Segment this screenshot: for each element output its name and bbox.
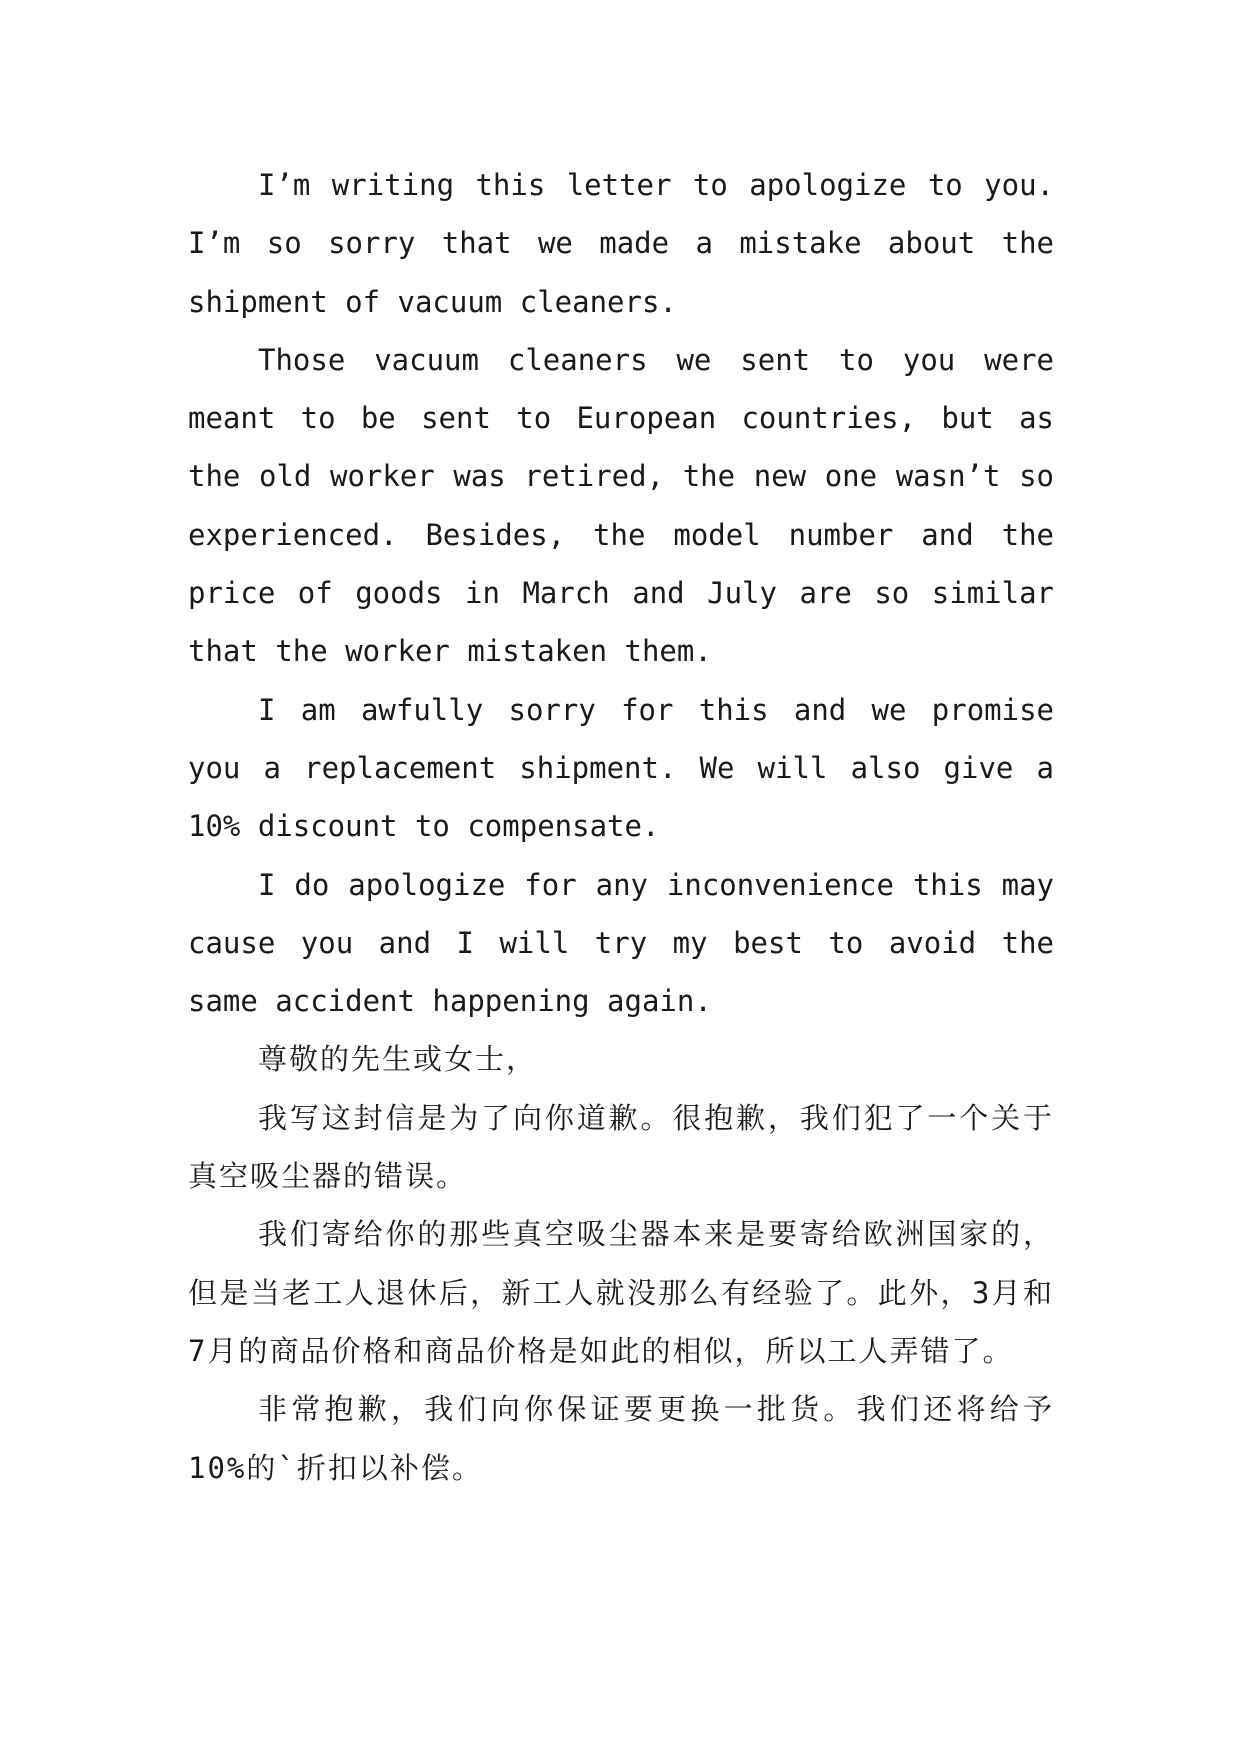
paragraph-replacement-offer: I am awfully sorry for this and we promise you a replacement shipment. We will also give a 10% discount to compensate. [188,692,1054,844]
paragraph-apology-intro-zh: 我写这封信是为了向你道歉。很抱歉，我们犯了一个关于真空吸尘器的错误。 [188,1100,1054,1194]
paragraph-replacement-offer-zh: 非常抱歉，我们向你保证要更换一批货。我们还将给予10%的`折扣以补偿。 [188,1392,1054,1485]
paragraph-closing-apology: I do apologize for any inconvenience this may cause you and I will try my best to avoid the same accident happening again. [188,867,1054,1019]
paragraph-apology-intro: I’m writing this letter to apologize to you. I’m so sorry that we made a mistake about the shipment of vacuum cleaners. [188,168,1054,319]
paragraph-shipment-explanation-zh: 我们寄给你的那些真空吸尘器本来是要寄给欧洲国家的，但是当老工人退休后，新工人就没那么有经验了。此外，3月和7月的商品价格和商品价格是如此的相似，所以工人弄错了。 [188,1217,1054,1368]
letter-body [188,156,1054,1497]
paragraph-greeting-zh: 尊敬的先生或女士， [258,1042,538,1077]
paragraph-shipment-explanation: Those vacuum cleaners we sent to you were meant to be sent to European countries, but as the old worker was retired, the new one wasn’t so experienced. Besides, the model number and the price of goods in March and July are so similar that the worker mistaken them. [188,342,1054,669]
